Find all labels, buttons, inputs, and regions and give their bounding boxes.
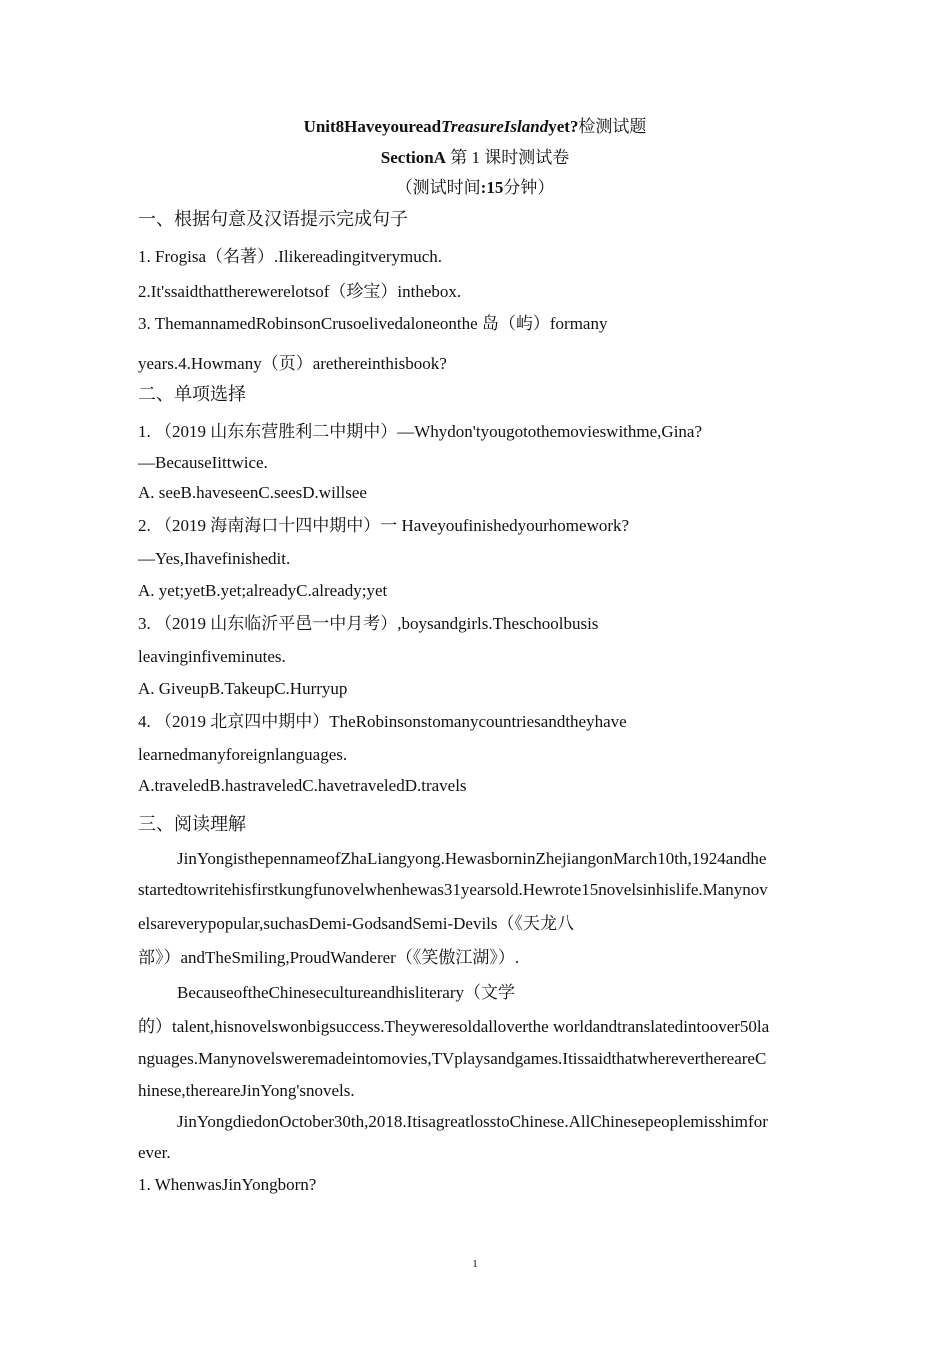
passage-line: 部》）andTheSmiling,ProudWanderer（《笑傲江湖》）. (138, 948, 520, 967)
document-title: Unit8HaveyoureadTreasureIslandyet?检测试题 (303, 117, 647, 136)
question-line: 3. ThemannamedRobinsonCrusoelivedaloneonthe 岛（屿）formany (138, 314, 608, 333)
passage-line: elsareverypopular,suchasDemi-GodsandSemi-Devils（《天龙八 (138, 914, 575, 933)
option-line: A. seeB.haveseenC.seesD.willsee (138, 483, 367, 502)
section-heading: 三、阅读理解 (138, 814, 246, 834)
section-heading: 二、单项选择 (138, 384, 246, 404)
section-heading: 一、根据句意及汉语提示完成句子 (138, 209, 408, 229)
question-line: —BecauseIittwice. (138, 453, 268, 472)
question-line: learnedmanyforeignlanguages. (138, 745, 348, 764)
question-line: 1. （2019 山东东营胜利二中期中）—Whydon'tyougotothemovieswithme,Gina? (138, 422, 703, 441)
passage-line: startedtowritehisfirstkungfunovelwhenhewas31yearsold.Hewrote15novelsinhislife.Manynov (138, 880, 768, 899)
option-line: A. yet;yetB.yet;alreadyC.already;yet (138, 581, 388, 600)
document-subtitle: SectionA 第 1 课时测试卷 (380, 148, 570, 167)
page-number: 1 (472, 1258, 478, 1270)
passage-line: JinYongdiedonOctober30th,2018.ItisagreatlosstoChinese.AllChinesepeoplemisshimfor (177, 1112, 768, 1131)
option-line: A.traveledB.hastraveledC.havetraveledD.travels (138, 776, 467, 795)
passage-line: hinese,therearеJinYong'snovels. (138, 1081, 355, 1100)
test-time: （测试时间:15分钟） (395, 178, 555, 197)
question-line: 1. WhenwasJinYongborn? (138, 1175, 317, 1194)
question-line: 4. （2019 北京四中期中）TheRobinsonstomanycountriesandtheyhave (138, 712, 627, 731)
question-line: 2.It'ssaidthattherewerelotsof（珍宝）inthebox. (138, 282, 462, 301)
question-line: 3. （2019 山东临沂平邑一中月考）,boysandgirls.Theschoolbusis (138, 614, 599, 633)
question-line: 1. Frogisa（名著）.Ilikereadingitverymuch. (138, 247, 443, 266)
question-line: years.4.Howmany（页）arethereinthisbook? (138, 354, 447, 373)
passage-line: 的）talent,hisnovelswonbigsuccess.Theyweresoldalloverthe worldandtranslatedintoover50la (138, 1017, 770, 1036)
question-line: 2. （2019 海南海口十四中期中）一 Haveyoufinishedyourhomework? (138, 516, 630, 535)
option-line: A. GiveupB.TakeupC.Hurryup (138, 679, 348, 698)
passage-line: JinYongisthepennameofZhaLiangyong.HewasborninZhejiangonMarch10th,1924andhe (177, 849, 767, 868)
passage-line: ever. (138, 1143, 171, 1162)
question-line: leavinginfiveminutes. (138, 647, 286, 666)
question-line: —Yes,Ihavefinishedit. (138, 549, 291, 568)
passage-line: BecauseoftheChinesecultureandhisliterary（文学 (177, 983, 515, 1002)
passage-line: nguages.Manynovelsweremadeintomovies,TVplaysandgames.ItissaidthatwherevertherearеC (138, 1049, 767, 1068)
